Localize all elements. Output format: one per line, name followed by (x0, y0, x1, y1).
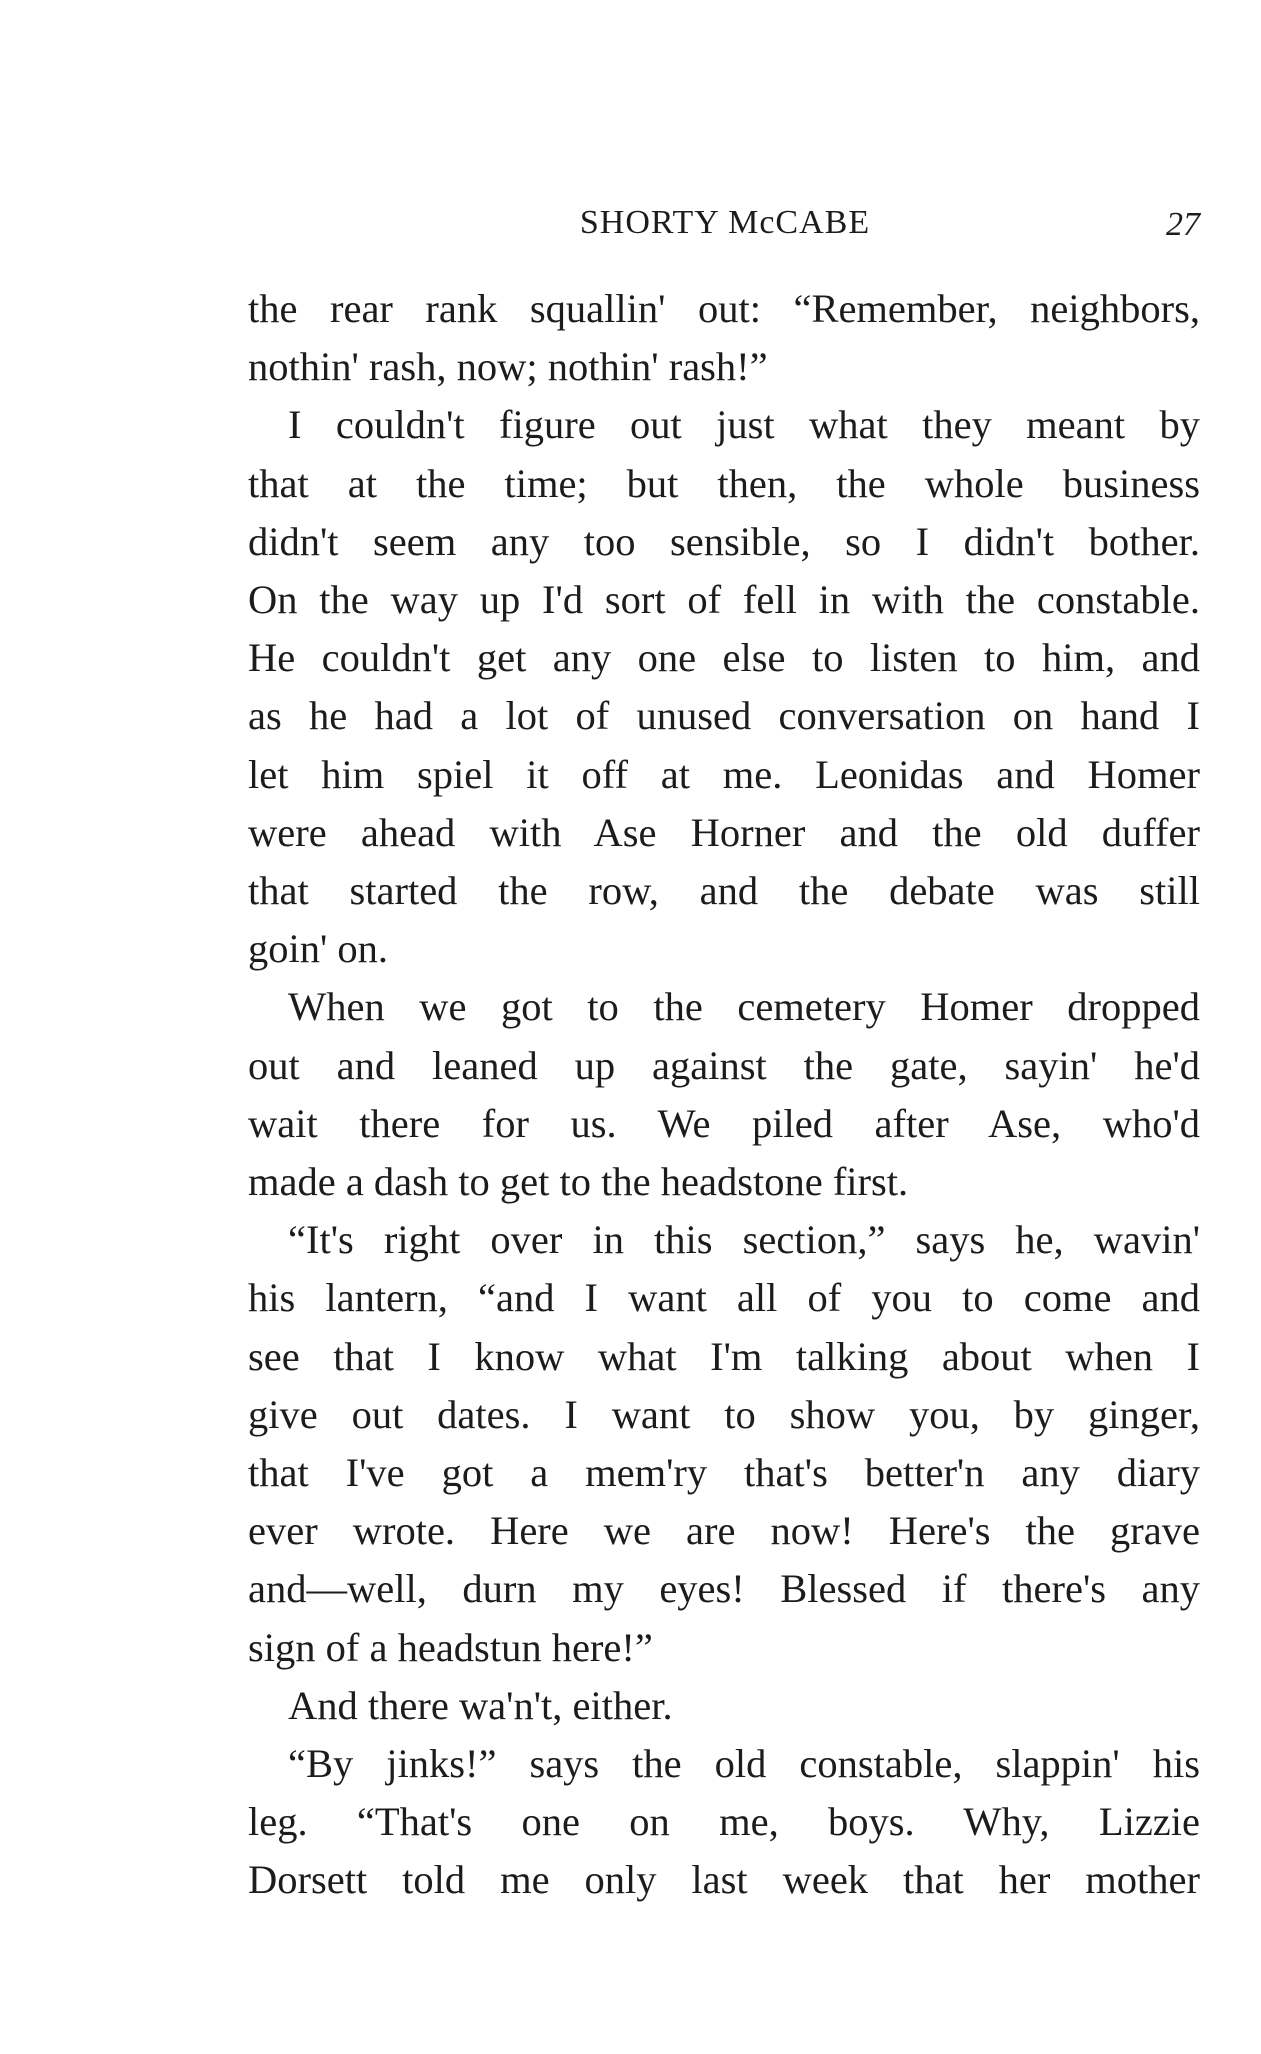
running-head (250, 198, 1200, 248)
paragraph (248, 280, 1200, 396)
text-line: didn't seem any too sensible, so I didn't bother. (248, 518, 1200, 564)
paragraph (248, 396, 1200, 978)
paragraph (248, 1677, 1200, 1735)
paragraph (248, 978, 1200, 1211)
text-line: He couldn't get any one else to listen to him, and (248, 635, 1200, 681)
text-line: On the way up I'd sort of fell in with the constable. (248, 577, 1200, 623)
text-line: ever wrote. Here we are now! Here's the grave (248, 1508, 1200, 1554)
paragraph (248, 1211, 1200, 1677)
text-line: his lantern, “and I want all of you to come and (248, 1275, 1200, 1321)
text-line: made a dash to get to the headstone first. (248, 1159, 909, 1205)
text-line: the rear rank squallin' out: “Remember, neighbors, (248, 286, 1200, 331)
page-number: 27 (1166, 206, 1200, 243)
text-line: and—well, durn my eyes! Blessed if there's any (248, 1566, 1200, 1612)
text-line: as he had a lot of unused conversation on hand I (248, 693, 1200, 739)
paragraph (248, 1735, 1200, 1910)
text-line: sign of a headstun here!” (248, 1624, 653, 1670)
text-line: I couldn't figure out just what they meant by (288, 402, 1200, 448)
text-line: wait there for us. We piled after Ase, who'd (248, 1100, 1200, 1146)
body-text (248, 280, 1200, 1910)
text-line: out and leaned up against the gate, sayin' he'd (248, 1042, 1200, 1088)
text-line: that I've got a mem'ry that's better'n any diary (248, 1450, 1200, 1496)
text-line: “It's right over in this section,” says he, wavin' (288, 1217, 1200, 1263)
text-line: leg. “That's one on me, boys. Why, Lizzie (248, 1799, 1200, 1845)
text-line: give out dates. I want to show you, by ginger, (248, 1391, 1200, 1437)
text-line: And there wa'n't, either. (288, 1682, 673, 1728)
text-line: that at the time; but then, the whole business (248, 460, 1200, 506)
text-line: goin' on. (248, 926, 389, 972)
running-title: SHORTY McCABE (579, 204, 871, 241)
text-line: were ahead with Ase Horner and the old duffer (248, 809, 1200, 855)
text-line: When we got to the cemetery Homer dropped (288, 984, 1200, 1030)
text-line: nothin' rash, now; nothin' rash!” (248, 344, 768, 390)
text-line: “By jinks!” says the old constable, slappin' his (288, 1741, 1200, 1787)
text-line: see that I know what I'm talking about when I (248, 1333, 1200, 1379)
text-line: that started the row, and the debate was still (248, 868, 1200, 914)
text-line: let him spiel it off at me. Leonidas and Homer (248, 751, 1200, 797)
text-line: Dorsett told me only last week that her mother (248, 1857, 1200, 1903)
